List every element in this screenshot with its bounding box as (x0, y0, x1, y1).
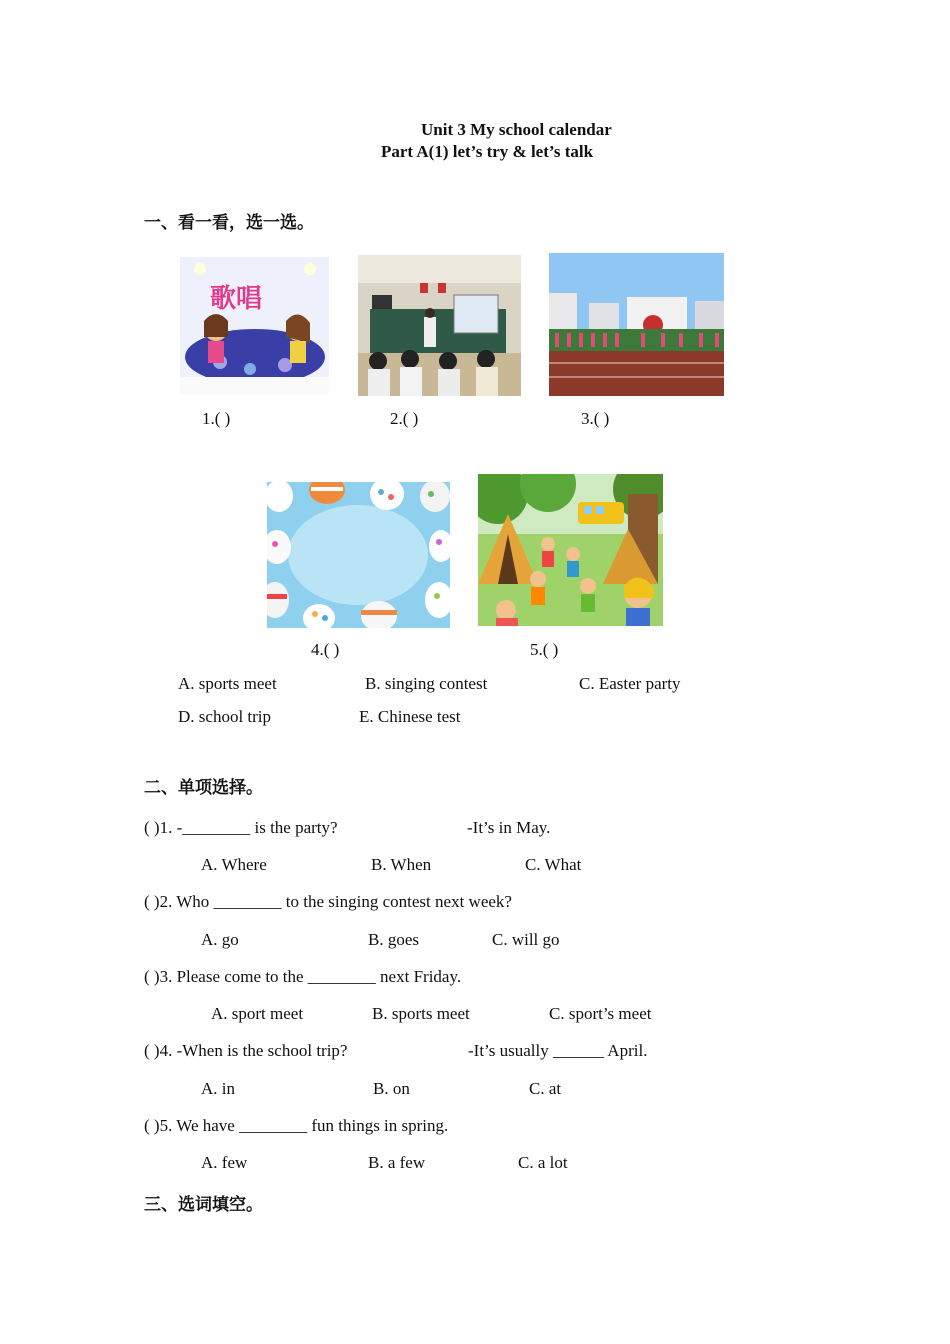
question-3-choice-b: B. sports meet (372, 1004, 470, 1023)
question-5-choice-c: C. a lot (518, 1153, 568, 1172)
question-1-choice-c: C. What (525, 855, 582, 874)
question-2-choice-c: C. will go (492, 930, 560, 949)
option-e: E. Chinese test (359, 707, 461, 726)
question-4-stem: ( )4. -When is the school trip? (144, 1041, 348, 1060)
option-b: B. singing contest (365, 674, 488, 693)
question-1-choice-a: A. Where (201, 855, 267, 874)
question-2-choice-b: B. goes (368, 930, 419, 949)
picture-1-label: 1.( ) (202, 409, 231, 428)
question-2-stem: ( )2. Who ________ to the singing contest next week? (144, 892, 512, 911)
svg-text:歌唱: 歌唱 (210, 284, 263, 314)
classroom-test-picture (358, 255, 521, 396)
picture-5-label: 5.( ) (530, 640, 559, 659)
section3-heading: 三、选词填空。 (144, 1195, 263, 1215)
question-2-choice-a: A. go (201, 930, 239, 949)
question-4-reply: -It’s usually ______ April. (468, 1041, 648, 1060)
option-d: D. school trip (178, 707, 272, 726)
picture-4-label: 4.( ) (311, 640, 340, 659)
easter-eggs-picture (267, 482, 450, 628)
sports-meet-picture (549, 253, 724, 396)
question-1-reply: -It’s in May. (467, 818, 551, 837)
question-5-choice-a: A. few (201, 1153, 248, 1172)
question-4-choice-c: C. at (529, 1079, 562, 1098)
picture-2-label: 2.( ) (390, 409, 419, 428)
question-3-stem: ( )3. Please come to the ________ next Friday. (144, 967, 462, 986)
question-5-choice-b: B. a few (368, 1153, 426, 1172)
question-4-choice-b: B. on (373, 1079, 410, 1098)
title-line-2: Part A(1) let’s try & let’s talk (381, 142, 594, 161)
question-1-stem: ( )1. -________ is the party? (144, 818, 338, 837)
section1-heading: 一、看一看，选一选。 (144, 213, 314, 233)
singing-contest-picture (180, 257, 329, 394)
option-c: C. Easter party (579, 674, 681, 693)
question-5-stem: ( )5. We have ________ fun things in spring. (144, 1116, 449, 1135)
question-3-choice-c: C. sport’s meet (549, 1004, 652, 1023)
title-line-1: Unit 3 My school calendar (421, 120, 612, 139)
section2-heading: 二、单项选择。 (144, 778, 263, 798)
question-3-choice-a: A. sport meet (211, 1004, 304, 1023)
question-1-choice-b: B. When (371, 855, 432, 874)
school-trip-picture (478, 474, 663, 626)
option-a: A. sports meet (178, 674, 277, 693)
picture-3-label: 3.( ) (581, 409, 610, 428)
question-4-choice-a: A. in (201, 1079, 235, 1098)
